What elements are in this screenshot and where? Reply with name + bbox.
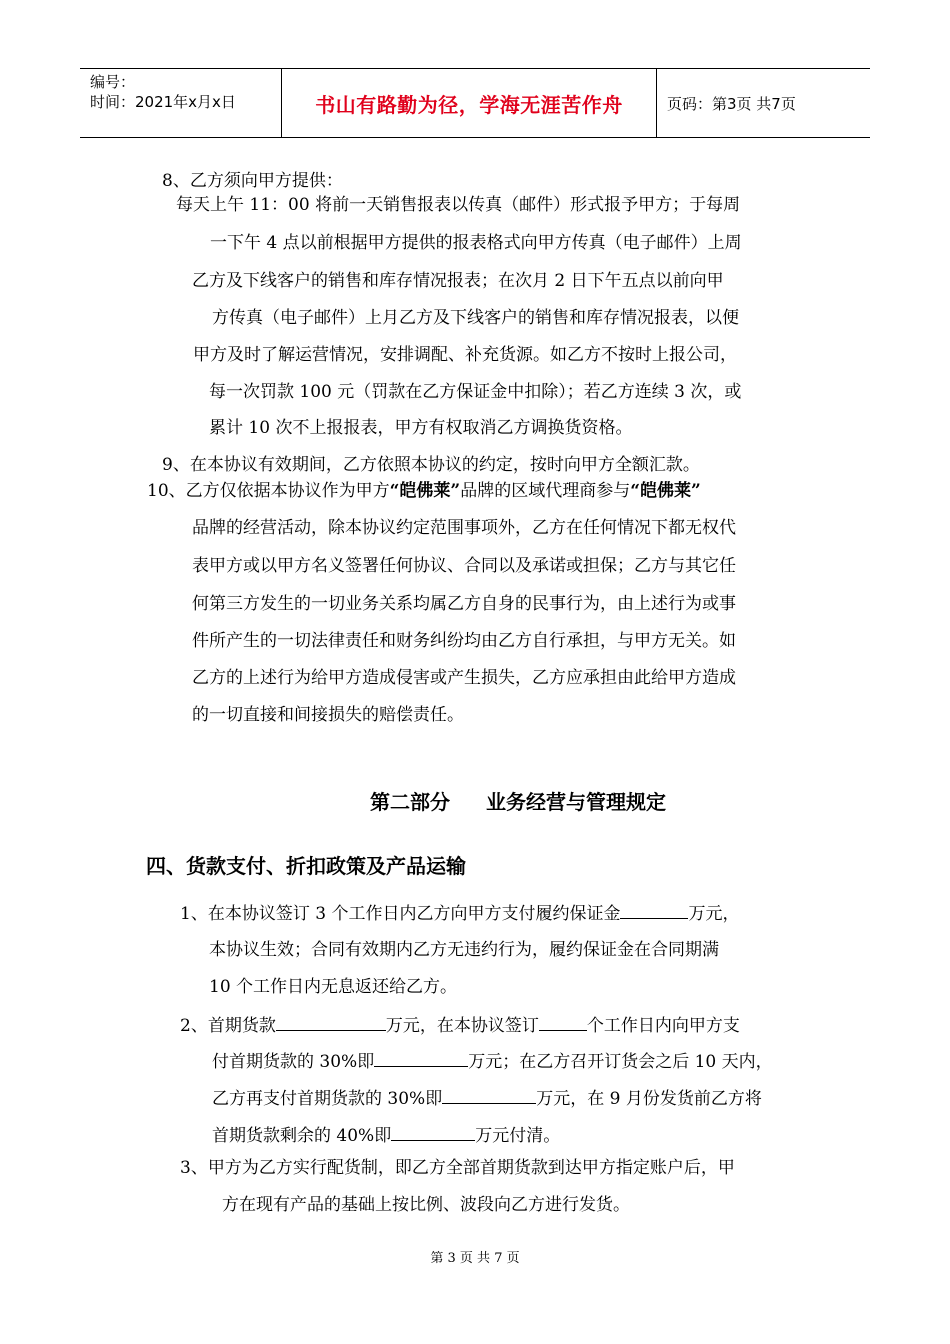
- remaining-40pct-amount-blank[interactable]: [391, 1124, 475, 1141]
- clause-10-line-6: 乙方的上述行为给甲方造成侵害或产生损失，乙方应承担由此给甲方造成: [192, 668, 736, 688]
- clause-10-line-5: 件所产生的一切法律责任和财务纠纷均由乙方自行承担，与甲方无关。如: [192, 631, 736, 651]
- clause-10-line-3: 表甲方或以甲方名义签署任何协议、合同以及承诺或担保；乙方与其它任: [192, 556, 736, 576]
- payment-2-line-3: [212, 1087, 762, 1109]
- chapter-heading: 四、货款支付、折扣政策及产品运输: [146, 854, 466, 878]
- payment-2-text-c: 个工作日内向甲方支: [586, 1016, 740, 1036]
- payment-3-line-2: 方在现有产品的基础上按比例、波段向乙方进行发货。: [222, 1195, 630, 1215]
- payment-1-text-a: 1、在本协议签订 3 个工作日内乙方向甲方支付履约保证金: [180, 904, 621, 924]
- header-motto: 书山有路勤为径，学海无涯苦作舟: [282, 69, 657, 137]
- payment-2-text-g: 万元，在 9 月份发货前乙方将: [536, 1089, 762, 1109]
- clause-10-line-7: 的一切直接和间接损失的赔偿责任。: [192, 705, 464, 725]
- clause-10-text-a: 10、乙方仅依据本协议作为甲方: [147, 481, 390, 501]
- payment-2-text-h: 首期货款剩余的 40%即: [212, 1126, 392, 1146]
- payment-1-line-1: [180, 902, 739, 924]
- clause-8-line-4: 乙方及下线客户的销售和库存情况报表；在次月 2 日下午五点以前向甲: [192, 271, 724, 291]
- payment-2-text-f: 乙方再支付首期货款的 30%即: [212, 1089, 443, 1109]
- clause-8-line-5: 方传真（电子邮件）上月乙方及下线客户的销售和库存情况报表，以便: [212, 308, 739, 328]
- clause-10-text-b: 品牌的区域代理商参与: [460, 481, 631, 501]
- payment-1-line-2: 本协议生效；合同有效期内乙方无违约行为，履约保证金在合同期满: [209, 940, 719, 960]
- payment-2-text-a: 2、首期货款: [180, 1016, 276, 1036]
- brand-name-2: “皑佛莱”: [630, 481, 701, 501]
- payment-2-line-4: [212, 1124, 560, 1146]
- document-number-label: 编号：: [90, 73, 136, 91]
- payment-2-line-2: [212, 1050, 773, 1072]
- document-time-label: 时间：2021年x月x日: [90, 93, 236, 111]
- clause-10-line-4: 何第三方发生的一切业务关系均属乙方自身的民事行为，由上述行为或事: [192, 594, 736, 614]
- document-header: [80, 68, 870, 138]
- payment-2-line-1: [180, 1014, 740, 1036]
- first-30pct-amount-blank[interactable]: [374, 1050, 468, 1067]
- clause-8-line-6: 甲方及时了解运营情况，安排调配、补充货源。如乙方不按时上报公司，: [193, 345, 737, 365]
- brand-name-1: “皑佛莱”: [389, 481, 461, 501]
- clause-10-line-1: [147, 481, 701, 501]
- first-payment-amount-blank[interactable]: [276, 1014, 386, 1031]
- page-footer: 第 3 页 共 7 页: [430, 1251, 520, 1266]
- section-part-label: 第二部分: [370, 790, 450, 814]
- clause-8-line-7: 每一次罚款 100 元（罚款在乙方保证金中扣除）；若乙方连续 3 次，或: [209, 382, 742, 402]
- deposit-amount-blank[interactable]: [620, 902, 688, 919]
- clause-10-line-2: 品牌的经营活动，除本协议约定范围事项外，乙方在任何情况下都无权代: [192, 518, 736, 538]
- working-days-blank[interactable]: [539, 1014, 587, 1031]
- payment-2-text-d: 付首期货款的 30%即: [212, 1052, 375, 1072]
- payment-2-text-e: 万元；在乙方召开订货会之后 10 天内，: [468, 1052, 773, 1072]
- clause-8-line-2: 每天上午 11：00 将前一天销售报表以传真（邮件）形式报予甲方；于每周: [176, 195, 741, 215]
- header-meta-cell: [80, 69, 282, 137]
- second-30pct-amount-blank[interactable]: [442, 1087, 536, 1104]
- payment-2-text-i: 万元付清。: [475, 1126, 561, 1146]
- payment-1-line-3: 10 个工作日内无息返还给乙方。: [209, 977, 458, 997]
- section-title-text: 业务经营与管理规定: [486, 790, 666, 814]
- payment-2-text-b: 万元，在本协议签订: [385, 1016, 539, 1036]
- payment-1-text-b: 万元，: [688, 904, 740, 924]
- clause-8-line-1: 8、乙方须向甲方提供：: [162, 171, 343, 191]
- section-heading: [370, 786, 666, 815]
- clause-8-line-3: 一下午 4 点以前根据甲方提供的报表格式向甲方传真（电子邮件）上周: [210, 233, 742, 253]
- clause-9-line-1: 9、在本协议有效期间，乙方依照本协议的约定，按时向甲方全额汇款。: [162, 455, 700, 475]
- payment-3-line-1: 3、甲方为乙方实行配货制，即乙方全部首期货款到达甲方指定账户后，甲: [180, 1158, 735, 1178]
- header-page-label: 页码：第3页 共7页: [667, 94, 796, 113]
- clause-8-line-8: 累计 10 次不上报报表，甲方有权取消乙方调换货资格。: [209, 418, 633, 438]
